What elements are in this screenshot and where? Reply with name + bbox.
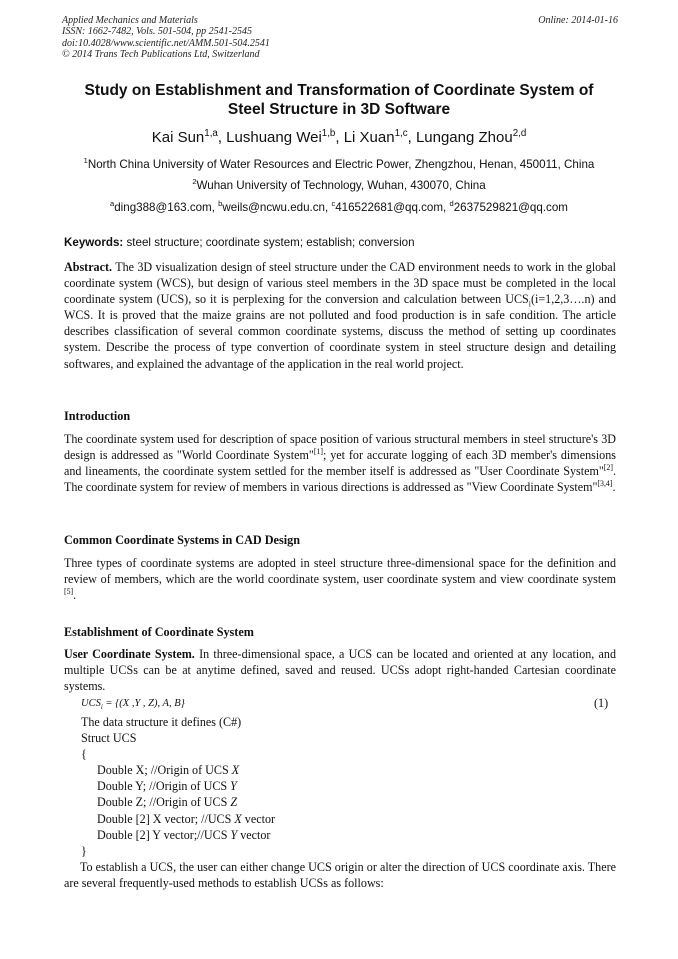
author-name: Lushuang Wei [226,129,322,146]
section-heading-establishment: Establishment of Coordinate System [64,625,254,639]
author-separator: , [407,129,416,146]
ucs-paragraph [64,646,616,694]
abstract-label: Abstract. [64,260,113,274]
closing-paragraph: To establish a UCS, the user can either change UCS origin or alter the direction of UCS coordinate axis. There are several frequently-used methods to establish UCSs as follows: [64,860,616,891]
author [152,129,226,146]
issn-line: ISSN: 1662-7482, Vols. 501-504, pp 2541-2545 [62,26,252,38]
code-line: Double Y; //Origin of UCS Y [97,779,237,794]
abstract [64,259,616,372]
ucs-label: User Coordinate System. [64,647,195,661]
affiliation-2 [20,179,658,193]
author-name: Lungang Zhou [415,129,513,146]
email-marker: d [449,199,454,209]
citation-ref[interactable]: [5] [64,587,74,597]
code-struct: Struct UCS [81,731,137,746]
journal-name: Applied Mechanics and Materials [62,15,198,26]
affil-marker: 2 [192,177,197,187]
doi-line[interactable]: doi:10.4028/www.scientific.net/AMM.501-504.2541 [62,37,270,49]
email[interactable]: 416522681@qq.com, [335,201,450,214]
code-open-brace: { [81,747,87,762]
abstract-text: The 3D visualization design of steel structure under the CAD environment needs to work in the global coordinate system (WCS), but design of various steel members in the 3D space must be completed in the local coordinate system (UCS), so it is perplexing for the conversion and calculation between UCS [64,260,616,307]
code-line: Double [2] X vector; //UCS X vector [97,811,276,826]
affiliation-1 [20,158,658,172]
keywords [64,236,616,250]
email[interactable]: 2637529821@qq.com [453,201,568,214]
citation-ref[interactable]: [3,4] [597,479,613,489]
author [416,129,526,146]
section-heading-common-systems: Common Coordinate Systems in CAD Design [64,533,300,547]
author-affil-marker: 1,c [394,128,408,139]
title-line-1: Study on Establishment and Transformation of Coordinate System of [84,82,594,99]
equation-rhs: = {(X ,Y , Z), A, B} [102,698,185,709]
email-marker: c [331,199,336,209]
equation-lhs: UCS [81,698,101,709]
author [226,129,344,146]
email[interactable]: ding388@163.com, [114,201,219,214]
copyright-line: © 2014 Trans Tech Publications Ltd, Switzerland [62,49,260,61]
journal-header [62,15,618,61]
paper-title [40,81,638,119]
code-line: Double [2] Y vector;//UCS Y vector [97,827,271,842]
author-separator: , [335,129,344,146]
author-name: Li Xuan [343,129,395,146]
introduction-paragraph: The coordinate system used for description of space position of various structural members in steel structure's 3D design is addressed as "World Coordinate System"[1]; yet for accurate logging of each 3D member's dimensions and lineaments, the coordinate system settled for the member itself is addressed as "User Coordinate System"[2]. The coordinate system for review of members in various directions is addressed as "View Coordinate System"[3,4]. [64,432,616,495]
author-list [40,129,638,147]
affil-text: North China University of Water Resources and Electric Power, Zhengzhou, Henan, 450011, China [87,158,595,171]
author-separator: , [217,129,227,146]
title-line-2: Steel Structure in 3D Software [227,101,451,118]
author-name: Kai Sun [151,129,205,146]
online-date: Online: 2014-01-16 [538,15,618,26]
keywords-label: Keywords: [64,236,124,249]
equation-subscript: i [100,704,103,712]
email-list [20,201,658,215]
keywords-text: steel structure; coordinate system; establish; conversion [123,236,415,249]
section-heading-introduction: Introduction [64,409,131,423]
code-block [81,714,275,859]
common-systems-paragraph: Three types of coordinate systems are adopted in steel structure three-dimensional space for the definition and review of members, which are the world coordinate system, user coordinate system and view coordinate system [5]. [64,556,616,603]
author-affil-marker: 1,b [321,128,336,139]
abstract-subscript: i [528,299,531,309]
email-marker: a [110,199,115,209]
citation-ref[interactable]: [1] [313,447,323,457]
email[interactable]: weils@ncwu.edu.cn, [222,201,332,214]
code-line: Double X; //Origin of UCS X [97,763,240,778]
citation-ref[interactable]: [2] [603,463,613,473]
ucs-text: In three-dimensional space, a UCS can be located and oriented at any location, and multiple UCSs can be at anytime defined, saved and reused. UCSs adopt right-handed Cartesian coordinate systems. [64,647,616,694]
abstract-text-cont: (i=1,2,3….n) and WCS. It is proved that the maize grains are not polluted and food production is in safe condition. The article describes classification of several common coordinate systems, discuss the method of setting up coordinates system. Describe the process of type convertion of coordinate system in steel structure design and detailing softwares, and explained the advantage of the application in the real world project. [64,292,616,371]
code-close-brace: } [81,843,87,858]
equation-1 [81,698,185,712]
affil-text: Wuhan University of Technology, Wuhan, 430070, China [196,179,486,192]
affil-marker: 1 [83,156,88,166]
code-intro: The data structure it defines (C#) [81,715,242,729]
author-affil-marker: 1,a [204,128,218,139]
equation-number: (1) [594,696,609,710]
author-affil-marker: 2,d [512,128,527,139]
email-marker: b [218,199,223,209]
author [344,129,416,146]
code-line: Double Z; //Origin of UCS Z [97,795,238,810]
